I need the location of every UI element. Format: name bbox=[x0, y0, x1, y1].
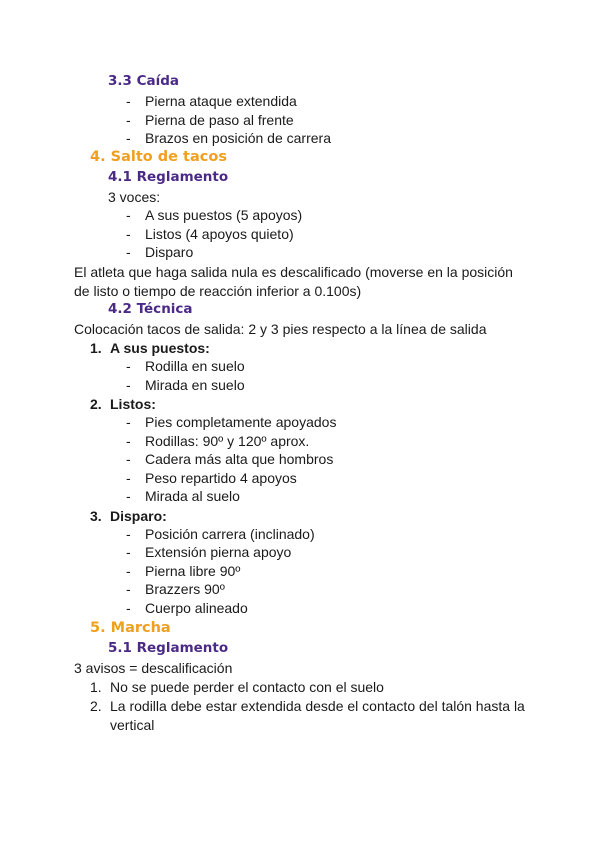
list-item: Peso repartido 4 apoyos bbox=[145, 470, 297, 486]
phase-title: A sus puestos: bbox=[110, 340, 210, 356]
section-heading-5-1: 5.1 Reglamento bbox=[108, 640, 229, 656]
bullet-dash: - bbox=[126, 112, 131, 128]
bullet-dash: - bbox=[126, 226, 131, 242]
list-item: Brazzers 90º bbox=[145, 581, 225, 597]
bullet-dash: - bbox=[126, 488, 131, 504]
list-item: Rodillas: 90º y 120º aprox. bbox=[145, 433, 310, 449]
list-item: Extensión pierna apoyo bbox=[145, 544, 292, 560]
list-item: A sus puestos (5 apoyos) bbox=[145, 207, 303, 223]
list-item: Posición carrera (inclinado) bbox=[145, 526, 315, 542]
bullet-dash: - bbox=[126, 526, 131, 542]
paragraph-line: de listo o tiempo de reacción inferior a 0.100s) bbox=[74, 283, 362, 299]
list-item: Pierna de paso al frente bbox=[145, 112, 294, 128]
list-item: Brazos en posición de carrera bbox=[145, 130, 331, 146]
bullet-dash: - bbox=[126, 93, 131, 109]
list-number: 3. bbox=[90, 508, 102, 524]
bullet-dash: - bbox=[126, 600, 131, 616]
bullet-dash: - bbox=[126, 244, 131, 260]
phase-title: Listos: bbox=[110, 396, 156, 412]
bullet-dash: - bbox=[126, 377, 131, 393]
section-heading-4-2: 4.2 Técnica bbox=[108, 301, 193, 317]
section-heading-4-1: 4.1 Reglamento bbox=[108, 169, 229, 185]
bullet-dash: - bbox=[126, 470, 131, 486]
bullet-dash: - bbox=[126, 414, 131, 430]
section-heading-5: 5. Marcha bbox=[90, 620, 171, 636]
list-item: Mirada en suelo bbox=[145, 377, 245, 393]
list-item: Cadera más alta que hombros bbox=[145, 451, 334, 467]
list-number: 2. bbox=[90, 396, 102, 412]
bullet-dash: - bbox=[126, 433, 131, 449]
paragraph-line: El atleta que haga salida nula es descalificado (moverse en la posición bbox=[74, 264, 513, 280]
bullet-dash: - bbox=[126, 581, 131, 597]
list-item: Listos (4 apoyos quieto) bbox=[145, 226, 294, 242]
intro-text: 3 voces: bbox=[108, 189, 161, 205]
bullet-dash: - bbox=[126, 451, 131, 467]
list-item: Mirada al suelo bbox=[145, 488, 240, 504]
bullet-dash: - bbox=[126, 207, 131, 223]
bullet-dash: - bbox=[126, 130, 131, 146]
list-number: 2. bbox=[90, 698, 102, 714]
phase-title: Disparo: bbox=[110, 508, 167, 524]
list-item: Pierna libre 90º bbox=[145, 563, 241, 579]
intro-text: 3 avisos = descalificación bbox=[74, 660, 233, 676]
bullet-dash: - bbox=[126, 358, 131, 374]
rule-text: No se puede perder el contacto con el suelo bbox=[110, 679, 384, 695]
list-item: Disparo bbox=[145, 244, 194, 260]
list-item: Pies completamente apoyados bbox=[145, 414, 337, 430]
list-item: Rodilla en suelo bbox=[145, 358, 245, 374]
section-heading-3-3: 3.3 Caída bbox=[108, 73, 180, 89]
list-number: 1. bbox=[90, 340, 102, 356]
list-item: Pierna ataque extendida bbox=[145, 93, 297, 109]
intro-text: Colocación tacos de salida: 2 y 3 pies respecto a la línea de salida bbox=[74, 321, 487, 337]
rule-text: La rodilla debe estar extendida desde el contacto del talón hasta la bbox=[110, 698, 525, 714]
bullet-dash: - bbox=[126, 544, 131, 560]
section-heading-4: 4. Salto de tacos bbox=[90, 149, 227, 165]
list-item: Cuerpo alineado bbox=[145, 600, 248, 616]
list-number: 1. bbox=[90, 679, 102, 695]
bullet-dash: - bbox=[126, 563, 131, 579]
rule-text: vertical bbox=[110, 717, 155, 733]
